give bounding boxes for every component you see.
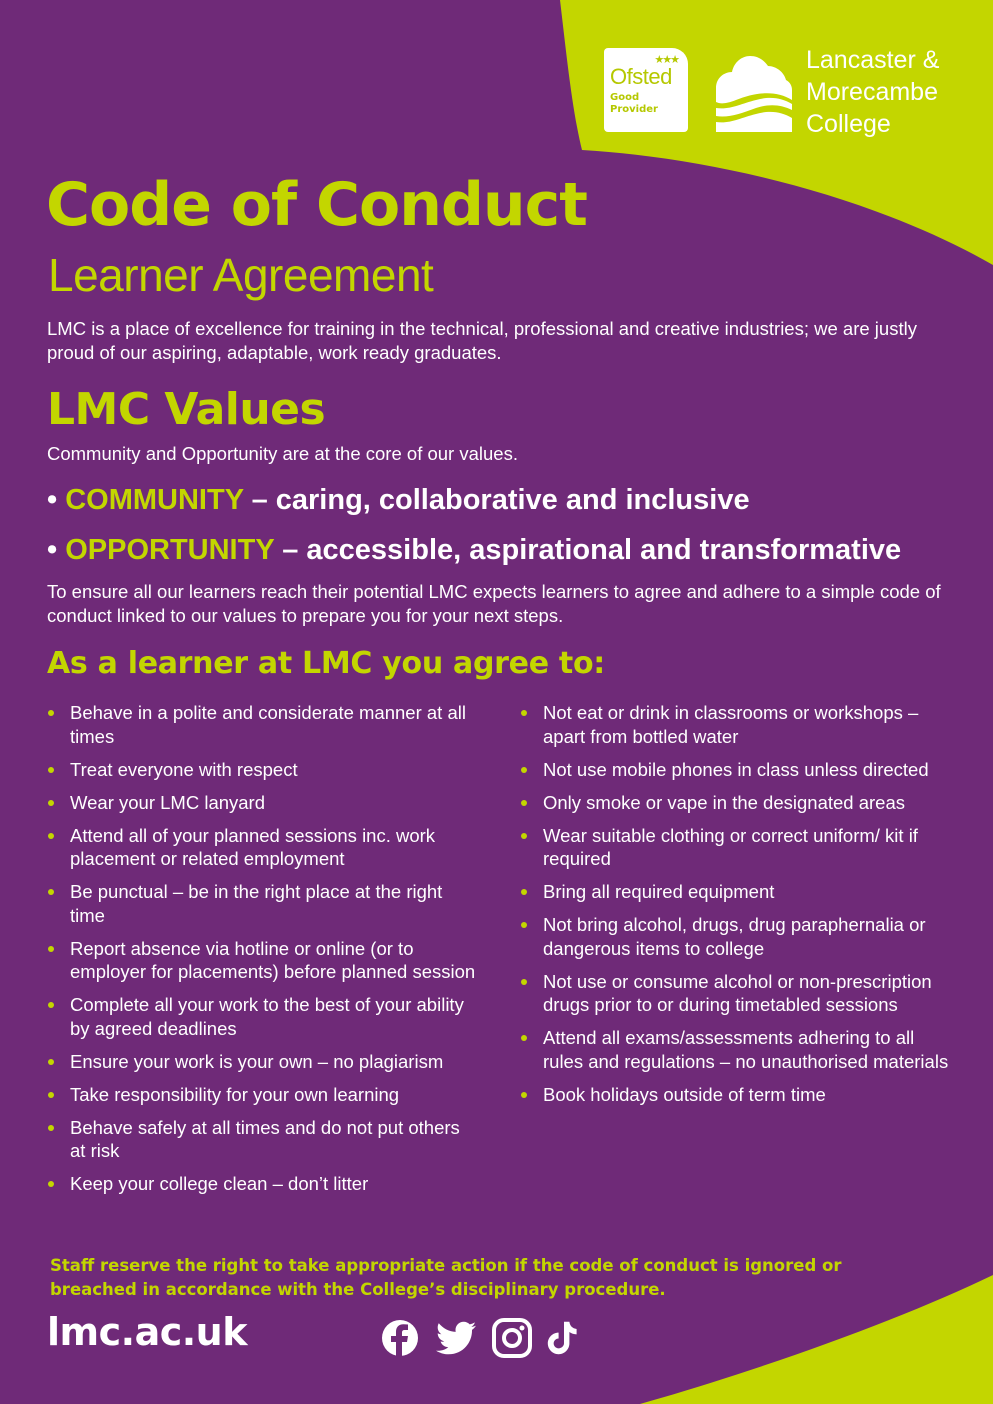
header-logos [604,48,939,140]
list-item [47,824,477,871]
list-item-text: Attend all exams/assessments adhering to all rules and regulations – no unauthorised materials [543,1027,949,1072]
list-item-text: Keep your college clean – don’t litter [70,1173,369,1194]
bullet-icon [48,1002,54,1008]
instagram-icon[interactable] [492,1318,532,1358]
list-item-text: Behave in a polite and considerate manner at all times [70,702,466,747]
page-subtitle: Learner Agreement [48,249,434,301]
intro-paragraph: LMC is a place of excellence for training in the technical, professional and creative industries; we are justly proud of our aspiring, adaptable, work ready graduates. [47,318,917,363]
list-item [47,1116,477,1163]
disclaimer: Staff reserve the right to take appropriate action if the code of conduct is ignored or breached in accordance with the College’s disciplinary procedure. [50,1256,842,1299]
list-item [47,791,477,815]
list-item [47,701,477,748]
bullet-icon [521,922,527,928]
ofsted-rating-line1: Good [610,92,640,103]
bullet-icon [521,767,527,773]
agreement-list-left [47,701,477,1205]
college-name-line2: Morecambe [806,78,938,106]
list-item [47,1083,477,1107]
ofsted-rating-line2: Provider [610,104,658,115]
list-item [520,970,950,1017]
list-item-text: Wear suitable clothing or correct uniform/ kit if required [543,824,918,869]
college-name-line1: Lancaster & [806,46,940,74]
value-opportunity [47,534,901,567]
bullet-icon [521,1092,527,1098]
list-item-text: Wear your LMC lanyard [70,791,266,813]
website-link[interactable]: lmc.ac.uk [47,1310,248,1354]
bullet-icon [48,767,54,773]
list-item [47,937,477,984]
value-bullet: • [47,534,58,566]
bullet-icon [48,1059,54,1065]
list-item [47,758,477,782]
bullet-icon [48,1125,54,1131]
list-item-text: Report absence via hotline or online (or to employer for placements) before planned session [70,937,476,982]
list-item [520,913,950,960]
list-item [47,1050,477,1074]
bullet-icon [521,710,527,716]
value-description: – accessible, aspirational and transformative [274,534,902,566]
agreement-list-right [520,701,950,1116]
value-description: – caring, collaborative and inclusive [243,484,750,516]
agreement-heading: As a learner at LMC you agree to: [47,646,605,681]
list-item-text: Book holidays outside of term time [543,1083,826,1105]
list-item [520,758,950,782]
bullet-icon [48,1092,54,1098]
bullet-icon [48,710,54,716]
list-item-text: Attend all of your planned sessions inc. work placement or related employment [70,824,436,869]
list-item-text: Treat everyone with respect [70,758,298,780]
list-item [520,701,950,748]
list-item-text: Not eat or drink in classrooms or workshops – apart from bottled water [543,702,919,747]
bullet-icon [521,800,527,806]
bullet-icon [48,889,54,895]
ofsted-badge [604,48,688,132]
bullet-icon [48,833,54,839]
list-item [47,993,477,1040]
college-name-line3: College [806,110,891,138]
bullet-icon [521,833,527,839]
list-item-text: Take responsibility for your own learning [70,1083,400,1105]
bullet-icon [48,1181,54,1187]
twitter-icon[interactable] [434,1318,478,1358]
bullet-icon [48,800,54,806]
list-item-text: Behave safely at all times and do not put others at risk [70,1116,460,1161]
ofsted-brand: Ofsted [610,64,672,89]
list-item-text: Not use or consume alcohol or non-prescription drugs prior to or during timetabled sessions [543,970,932,1015]
college-name [806,44,939,140]
tree-waves-logo-icon [712,50,794,132]
list-item [520,824,950,871]
list-item-text: Complete all your work to the best of your ability by agreed deadlines [70,994,464,1039]
page-title: Code of Conduct [46,170,587,240]
bullet-icon [521,979,527,985]
list-item-text: Be punctual – be in the right place at the right time [70,881,443,926]
list-item-text: Ensure your work is your own – no plagiarism [70,1050,444,1072]
value-keyword: COMMUNITY [65,484,244,516]
bullet-icon [521,1035,527,1041]
value-keyword: OPPORTUNITY [65,534,275,566]
values-heading: LMC Values [47,384,326,435]
social-links [380,1318,582,1358]
list-item [520,1083,950,1107]
values-intro: Community and Opportunity are at the core of our values. [47,443,518,464]
bullet-icon [521,889,527,895]
value-bullet: • [47,484,58,516]
bullet-icon [48,946,54,952]
list-item-text: Only smoke or vape in the designated areas [543,791,905,813]
list-item [520,1026,950,1073]
list-item-text: Bring all required equipment [543,881,775,902]
facebook-icon[interactable] [380,1318,420,1358]
list-item [520,791,950,815]
tiktok-icon[interactable] [546,1318,582,1358]
list-item-text: Not use mobile phones in class unless directed [543,758,929,780]
value-community [47,484,750,517]
ensure-paragraph: To ensure all our learners reach their potential LMC expects learners to agree and adhere to a simple code of conduct linked to our values to prepare you for your next steps. [47,581,941,626]
list-item [47,1172,477,1196]
three-stars-icon: ★★★ [654,53,678,66]
list-item-text: Not bring alcohol, drugs, drug paraphernalia or dangerous items to college [543,914,926,959]
list-item [520,880,950,904]
list-item [47,880,477,927]
